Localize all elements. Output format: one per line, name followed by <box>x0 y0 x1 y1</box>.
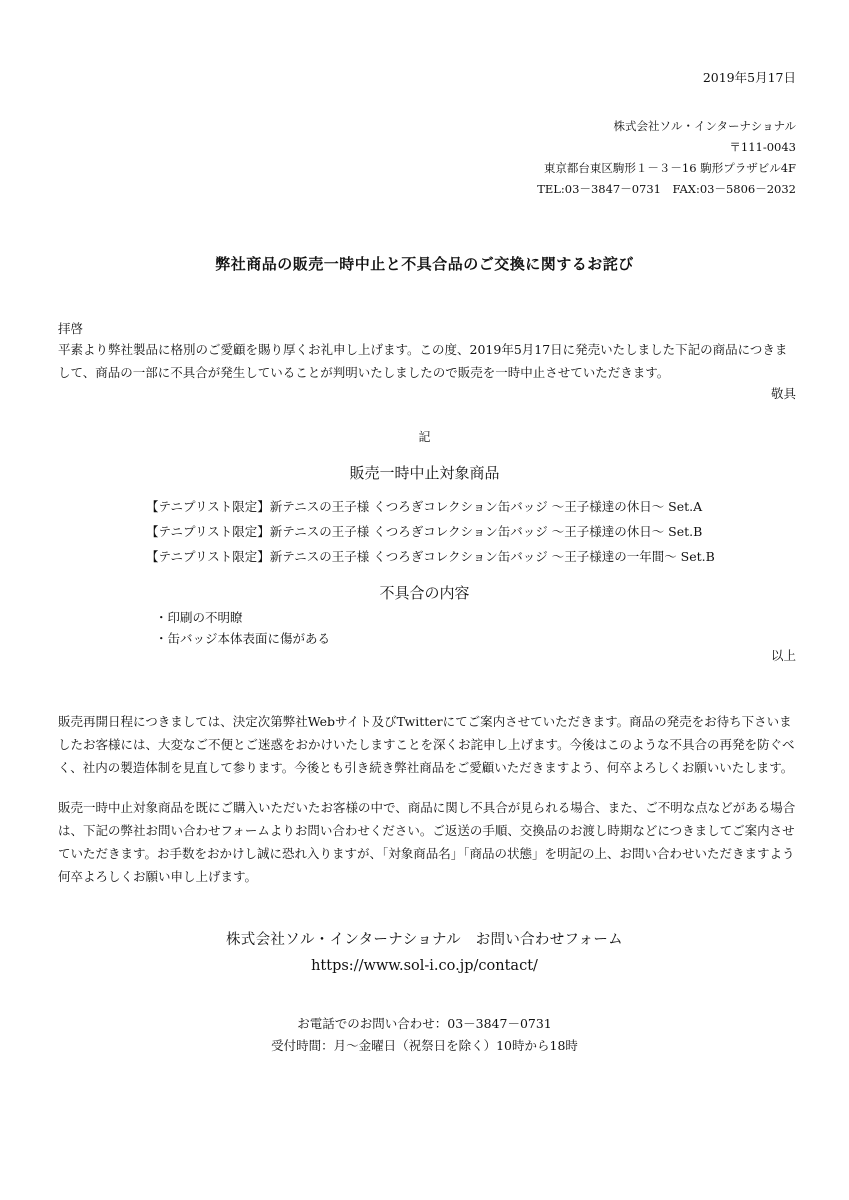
product-item: 【テニプリスト限定】新テニスの王子様 くつろぎコレクション缶バッジ ～王子様達の休日～ Set.B <box>146 524 703 539</box>
phone-inquiry-line: お電話でのお問い合わせ：03－3847－0731 <box>297 1016 552 1031</box>
sender-block <box>537 116 796 200</box>
intro-paragraph: 平素より弊社製品に格別のご愛顧を賜り厚くお礼申し上げます。この度、2019年5月17日に発売いたしました下記の商品につきまして、商品の一部に不具合が発生していることが判明いたしましたので販売を一時中止させていただきます。 <box>58 342 788 380</box>
sender-address: 東京都台東区駒形１－３－16 駒形プラザビル4F <box>543 161 796 175</box>
product-item: 【テニプリスト限定】新テニスの王子様 くつろぎコレクション缶バッジ ～王子様達の一年間～ Set.B <box>146 549 715 564</box>
defect-item: ・缶バッジ本体表面に傷がある <box>155 631 331 646</box>
resume-paragraph: 販売再開日程につきましては、決定次第弊社Webサイト及びTwitterにてご案内させていただきます。商品の発売をお待ち下さいましたお客様には、大変なご不便とご迷惑をおかけいたしますことを深くお詫申し上げます。今後はこのような不具合の再発を防ぐべく、社内の製造体制を見直して参ります。今後とも引き続き弊社商品をご愛顧いただきますよう、何卒よろしくお願いいたします。 <box>58 714 795 775</box>
sender-company: 株式会社ソル・インターナショナル <box>613 119 796 133</box>
ijou-marker: 以上 <box>770 648 796 663</box>
inquiry-paragraph: 販売一時中止対象商品を既にご購入いただいたお客様の中で、商品に関し不具合が見られる場合、また、ご不明な点などがある場合は、下記の弊社お問い合わせフォームよりお問い合わせください。ご返送の手順、交換品のお渡し時期などにつきましてご案内させていただきます。お手数をおかけし誠に恐れ入りますが、「対象商品名」「商品の状態」を明記の上、お問い合わせいただきますよう何卒よろしくお願い申し上げます。 <box>58 800 796 884</box>
greeting: 拝啓 <box>58 321 84 336</box>
business-hours-line: 受付時間：月～金曜日（祝祭日を除く）10時から18時 <box>271 1038 578 1053</box>
issue-date: 2019年5月17日 <box>702 70 796 85</box>
product-item: 【テニプリスト限定】新テニスの王子様 くつろぎコレクション缶バッジ ～王子様達の休日～ Set.A <box>146 499 703 514</box>
defect-heading: 不具合の内容 <box>379 584 470 602</box>
sender-postal-code: 〒111-0043 <box>729 140 796 154</box>
document-title: 弊社商品の販売一時中止と不具合品のご交換に関するお詫び <box>215 255 634 273</box>
suspended-products-heading: 販売一時中止対象商品 <box>349 464 500 482</box>
suspended-products-list <box>146 494 715 569</box>
defect-list <box>155 607 330 649</box>
sender-phone-fax: TEL:03－3847－0731 FAX:03－5806－2032 <box>537 182 796 196</box>
phone-contact-block <box>0 1013 849 1057</box>
closing-greeting: 敬具 <box>770 386 796 401</box>
contact-url-link[interactable]: https://www.sol-i.co.jp/contact/ <box>311 958 538 974</box>
defect-item: ・印刷の不明瞭 <box>155 610 243 625</box>
ki-marker: 記 <box>418 430 431 444</box>
contact-form-heading: 株式会社ソル・インターナショナル お問い合わせフォーム <box>226 932 623 948</box>
